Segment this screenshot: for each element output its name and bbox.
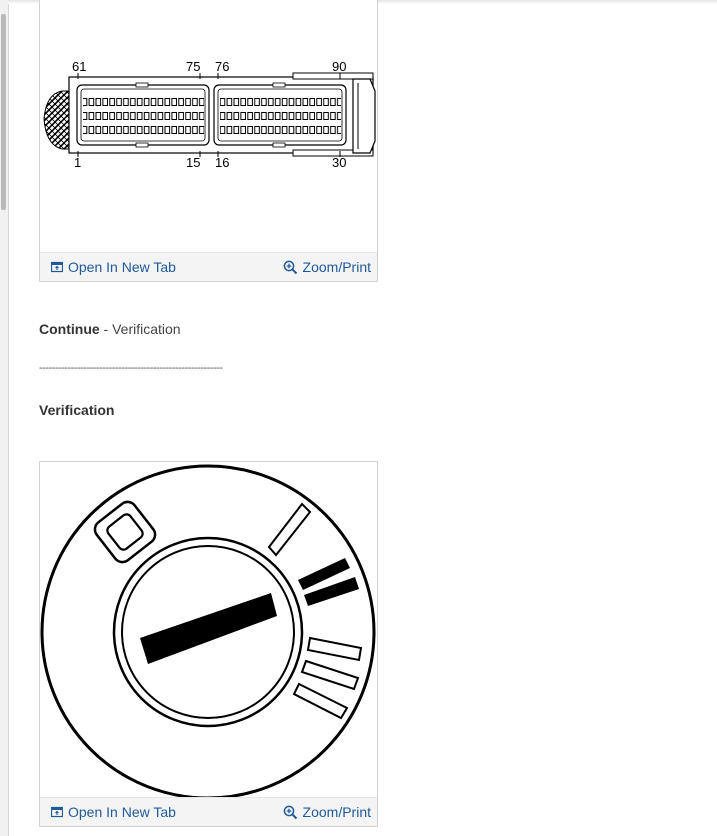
new-tab-icon [51,806,63,818]
pin-label-15: 15 [186,155,201,170]
zoom-print-link[interactable] [283,804,371,820]
pin-label-1: 1 [74,155,82,170]
separator-line: ---------------------------------------------------------- [39,362,223,374]
pin-label-76: 76 [215,59,230,74]
zoom-in-icon [283,260,298,275]
zoom-print-label: Zoom/Print [302,804,371,820]
continue-bold: Continue [39,321,100,337]
figure-toolbar [40,252,377,281]
zoom-in-icon [283,805,298,820]
continue-rest: - Verification [99,321,181,337]
scrollbar-thumb[interactable] [1,14,6,210]
ignition-switch-diagram [40,462,377,798]
figure-toolbar [40,797,377,826]
open-in-new-tab-link[interactable] [51,804,176,820]
section-heading [39,402,114,418]
connector-diagram [40,0,377,253]
zoom-print-label: Zoom/Print [302,259,371,275]
zoom-print-link[interactable] [283,259,371,275]
connector-figure [39,0,378,282]
ignition-switch-figure [39,461,378,827]
pin-label-16: 16 [215,155,230,170]
pin-label-61: 61 [72,59,87,74]
open-in-new-tab-label: Open In New Tab [68,804,176,820]
pin-label-75: 75 [186,59,201,74]
new-tab-icon [51,261,63,273]
open-in-new-tab-label: Open In New Tab [68,259,176,275]
verification-heading: Verification [39,402,115,418]
pin-label-90: 90 [332,59,347,74]
pin-label-30: 30 [332,155,347,170]
open-in-new-tab-link[interactable] [51,259,176,275]
continue-line [39,321,181,337]
left-scrollbar[interactable] [0,0,9,836]
